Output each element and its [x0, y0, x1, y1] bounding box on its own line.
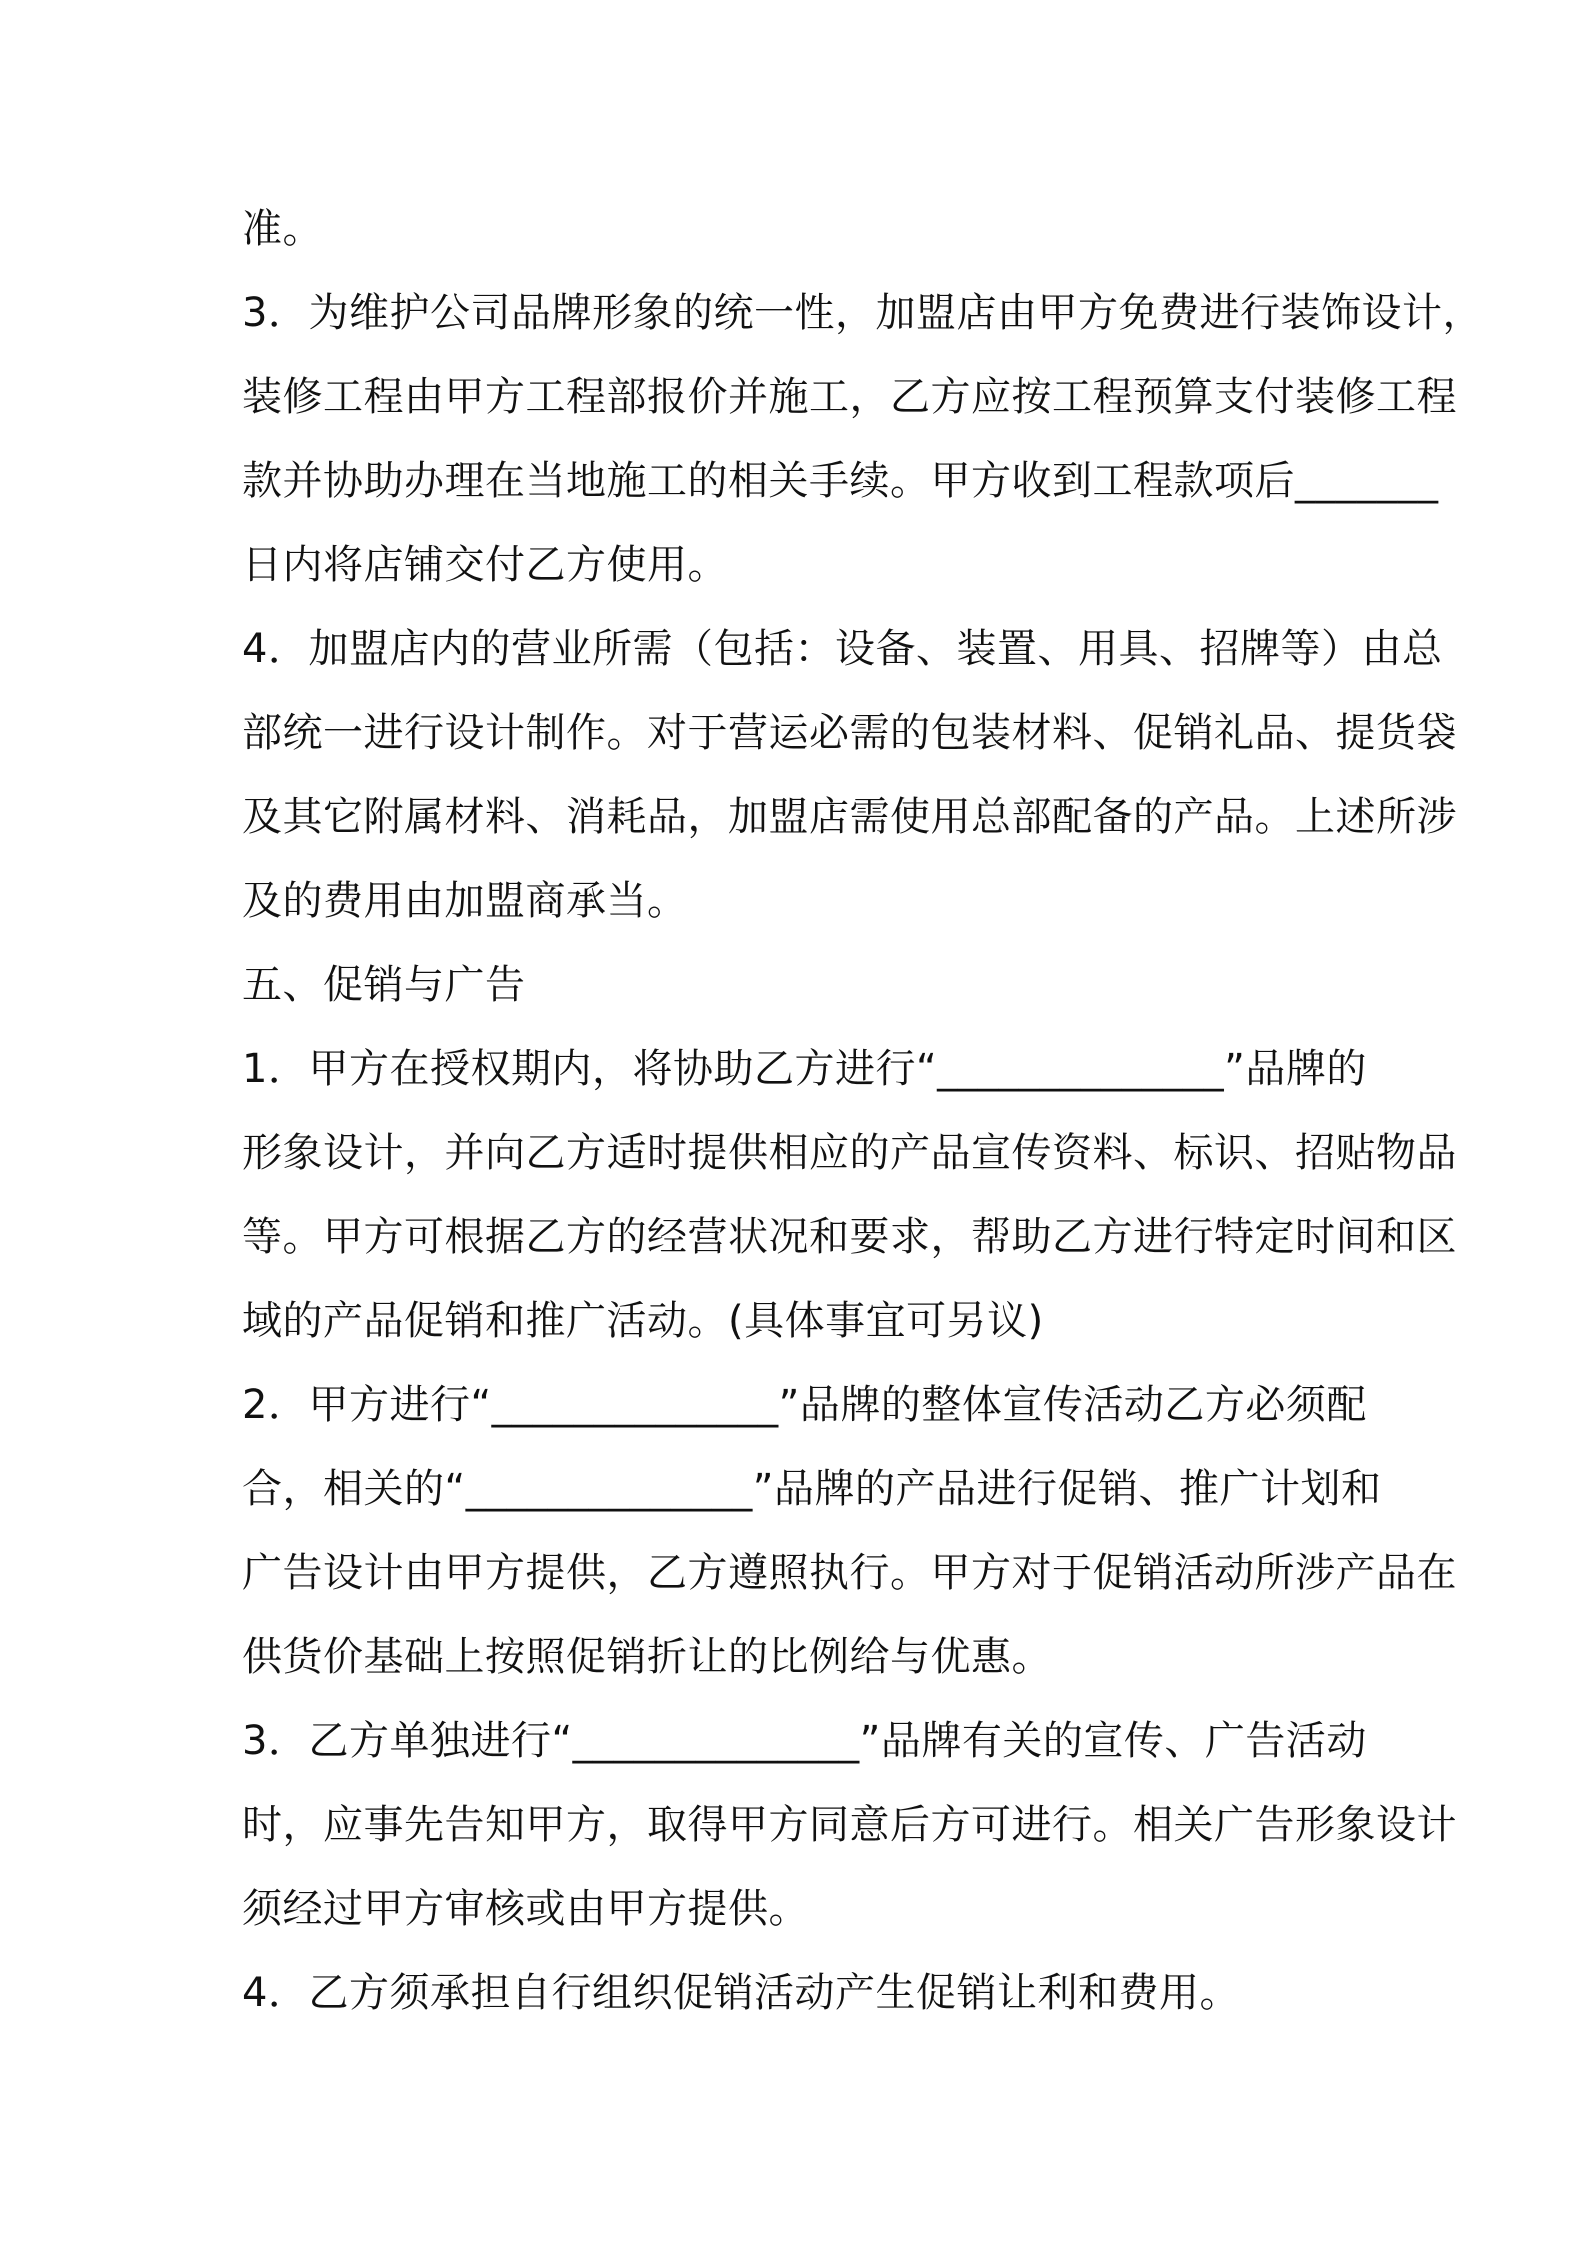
text-line: 等。甲方可根据乙方的经营状况和要求，帮助乙方进行特定时间和区 — [242, 1214, 1457, 1260]
text-line: 供货价基础上按照促销折让的比例给与优惠。 — [242, 1634, 1052, 1680]
section-heading: 五、促销与广告 — [242, 962, 526, 1008]
text-line: 款并协助办理在当地施工的相关手续。甲方收到工程款项后_______ — [242, 458, 1439, 504]
text-line: 合，相关的“______________”品牌的产品进行促销、推广计划和 — [242, 1466, 1382, 1512]
text-line: 部统一进行设计制作。对于营运必需的包装材料、促销礼品、提货袋 — [242, 710, 1457, 756]
text-line: 4．加盟店内的营业所需（包括：设备、装置、用具、招牌等）由总 — [242, 626, 1443, 672]
text-line: 广告设计由甲方提供，乙方遵照执行。甲方对于促销活动所涉产品在 — [242, 1550, 1457, 1596]
text-line: 准。 — [242, 206, 323, 252]
text-line: 1．甲方在授权期内，将协助乙方进行“______________”品牌的 — [242, 1046, 1367, 1092]
text-line: 形象设计，并向乙方适时提供相应的产品宣传资料、标识、招贴物品 — [242, 1130, 1457, 1176]
text-line: 及其它附属材料、消耗品，加盟店需使用总部配备的产品。上述所涉 — [242, 794, 1457, 840]
text-line: 4．乙方须承担自行组织促销活动产生促销让利和费用。 — [242, 1970, 1240, 2016]
text-line: 须经过甲方审核或由甲方提供。 — [242, 1886, 809, 1932]
text-line: 日内将店铺交付乙方使用。 — [242, 542, 728, 588]
text-line: 域的产品促销和推广活动。(具体事宜可另议) — [242, 1298, 1044, 1344]
text-line: 及的费用由加盟商承当。 — [242, 878, 688, 924]
text-line: 3．为维护公司品牌形象的统一性，加盟店由甲方免费进行装饰设计， — [242, 290, 1483, 336]
text-line: 3．乙方单独进行“______________”品牌有关的宣传、广告活动 — [242, 1718, 1367, 1764]
text-line: 2．甲方进行“______________”品牌的整体宣传活动乙方必须配 — [242, 1382, 1367, 1428]
text-line: 时，应事先告知甲方，取得甲方同意后方可进行。相关广告形象设计 — [242, 1802, 1457, 1848]
text-line: 装修工程由甲方工程部报价并施工，乙方应按工程预算支付装修工程 — [242, 374, 1457, 420]
